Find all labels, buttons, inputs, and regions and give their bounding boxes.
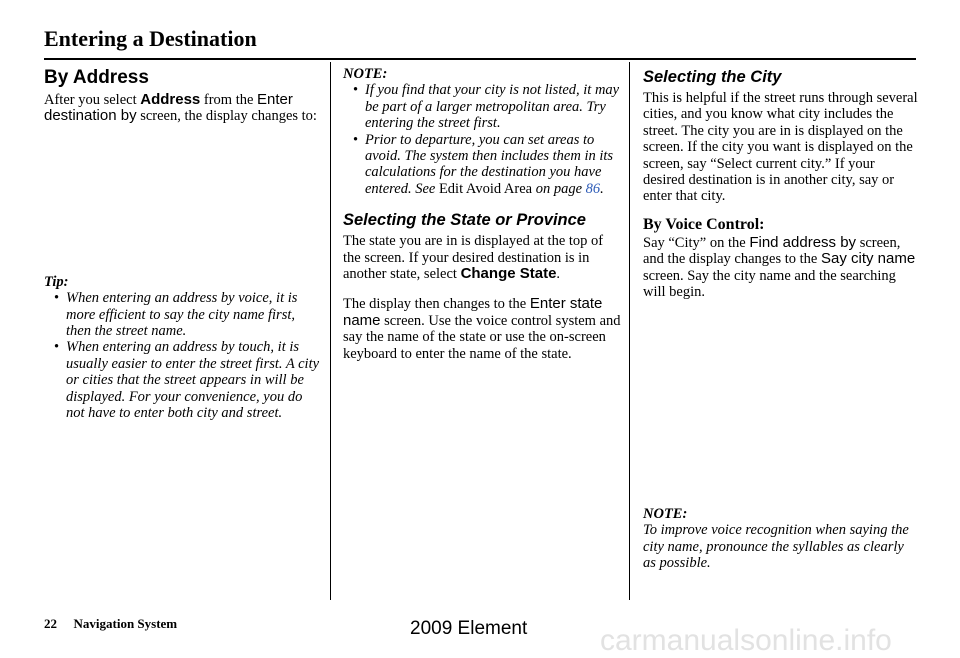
ui-label-enter-destination-by: Enter destination by bbox=[44, 91, 293, 125]
body-text: The state you are in is displayed at the top of the screen. If your desired destination is in another state, select bbox=[343, 233, 604, 283]
state-paragraph-1 bbox=[343, 233, 621, 282]
body-text: . bbox=[556, 266, 561, 283]
note-label: NOTE: bbox=[343, 66, 388, 82]
note-text: on page bbox=[532, 180, 586, 197]
ui-label-find-address-by: Find address by bbox=[749, 233, 857, 251]
tip-list bbox=[44, 290, 322, 421]
body-text: The display then changes to the bbox=[343, 296, 530, 313]
list-item: • When entering an address by voice, it is more efficient to say the city name first, then the street name. bbox=[44, 290, 322, 339]
header-rule bbox=[44, 58, 916, 60]
ui-label-change-state: Change State bbox=[460, 265, 557, 283]
cross-reference: Edit Avoid Area bbox=[438, 180, 533, 197]
state-paragraph-2 bbox=[343, 296, 621, 362]
ui-label-address: Address bbox=[140, 91, 201, 108]
footer bbox=[44, 616, 177, 632]
site-watermark: carmanualsonline.info bbox=[600, 624, 892, 657]
intro-text-1: After you select bbox=[44, 92, 141, 108]
intro-text-2: from the bbox=[200, 92, 258, 108]
body-text: screen. Say the city name and the searching will begin. bbox=[643, 267, 896, 301]
note-text: . bbox=[600, 180, 604, 197]
section-heading-state: Selecting the State or Province bbox=[343, 211, 586, 230]
city-paragraph: This is helpful if the street runs through several cities, and you know what city includes the street. The city you are in is displayed on the screen. If the city you want is displayed on the screen, say “Select current city.” If your desired destination is in another city, say or enter that city. bbox=[643, 90, 918, 205]
screen-image-placeholder bbox=[44, 125, 322, 274]
ui-label-enter-state-name: Enter state name bbox=[343, 295, 603, 329]
body-text: screen, and the display changes to the bbox=[643, 234, 901, 268]
note-list bbox=[343, 82, 621, 197]
model-watermark: 2009 Element bbox=[410, 618, 528, 639]
list-item: • If you find that your city is not listed, it may be part of a larger metropolitan area. Try entering the street first. bbox=[343, 82, 621, 131]
column-2 bbox=[343, 66, 621, 362]
voice-paragraph bbox=[643, 235, 919, 301]
column-divider-2 bbox=[629, 62, 630, 600]
section-heading-by-address: By Address bbox=[44, 67, 149, 88]
voice-control-heading: By Voice Control: bbox=[643, 215, 765, 233]
footer-section: Navigation System bbox=[73, 616, 178, 631]
page-link[interactable]: 86 bbox=[585, 180, 601, 197]
page-number: 22 bbox=[44, 616, 57, 631]
column-divider-1 bbox=[330, 62, 331, 600]
city-note bbox=[643, 506, 919, 572]
tip-label: Tip: bbox=[44, 273, 69, 290]
ui-label-say-city-name: Say city name bbox=[820, 250, 916, 268]
note-label: NOTE: bbox=[643, 506, 688, 522]
note-text: To improve voice recognition when saying the city name, pronounce the syllables as clearly as possible. bbox=[643, 522, 909, 572]
body-text: screen. Use the voice control system and say the name of the state or use the on-screen keyboard to enter the name of the state. bbox=[343, 312, 621, 362]
section-heading-city: Selecting the City bbox=[643, 68, 782, 86]
column-3 bbox=[643, 66, 919, 300]
body-text: Say “City” on the bbox=[643, 234, 750, 251]
page-title: Entering a Destination bbox=[44, 26, 257, 51]
list-item: • When entering an address by touch, it is usually easier to enter the street first. A city or cities that the street appears in will be displayed. For your convenience, you do not have to enter both city and street. bbox=[44, 339, 322, 421]
intro-text-3: screen, the display changes to: bbox=[136, 108, 317, 125]
column-1 bbox=[44, 66, 322, 421]
list-item bbox=[343, 132, 621, 198]
intro-paragraph bbox=[44, 92, 322, 125]
note-text: Prior to departure, you can set areas to avoid. The system then includes them in its calculations for the destination you have entered. See bbox=[365, 131, 614, 197]
